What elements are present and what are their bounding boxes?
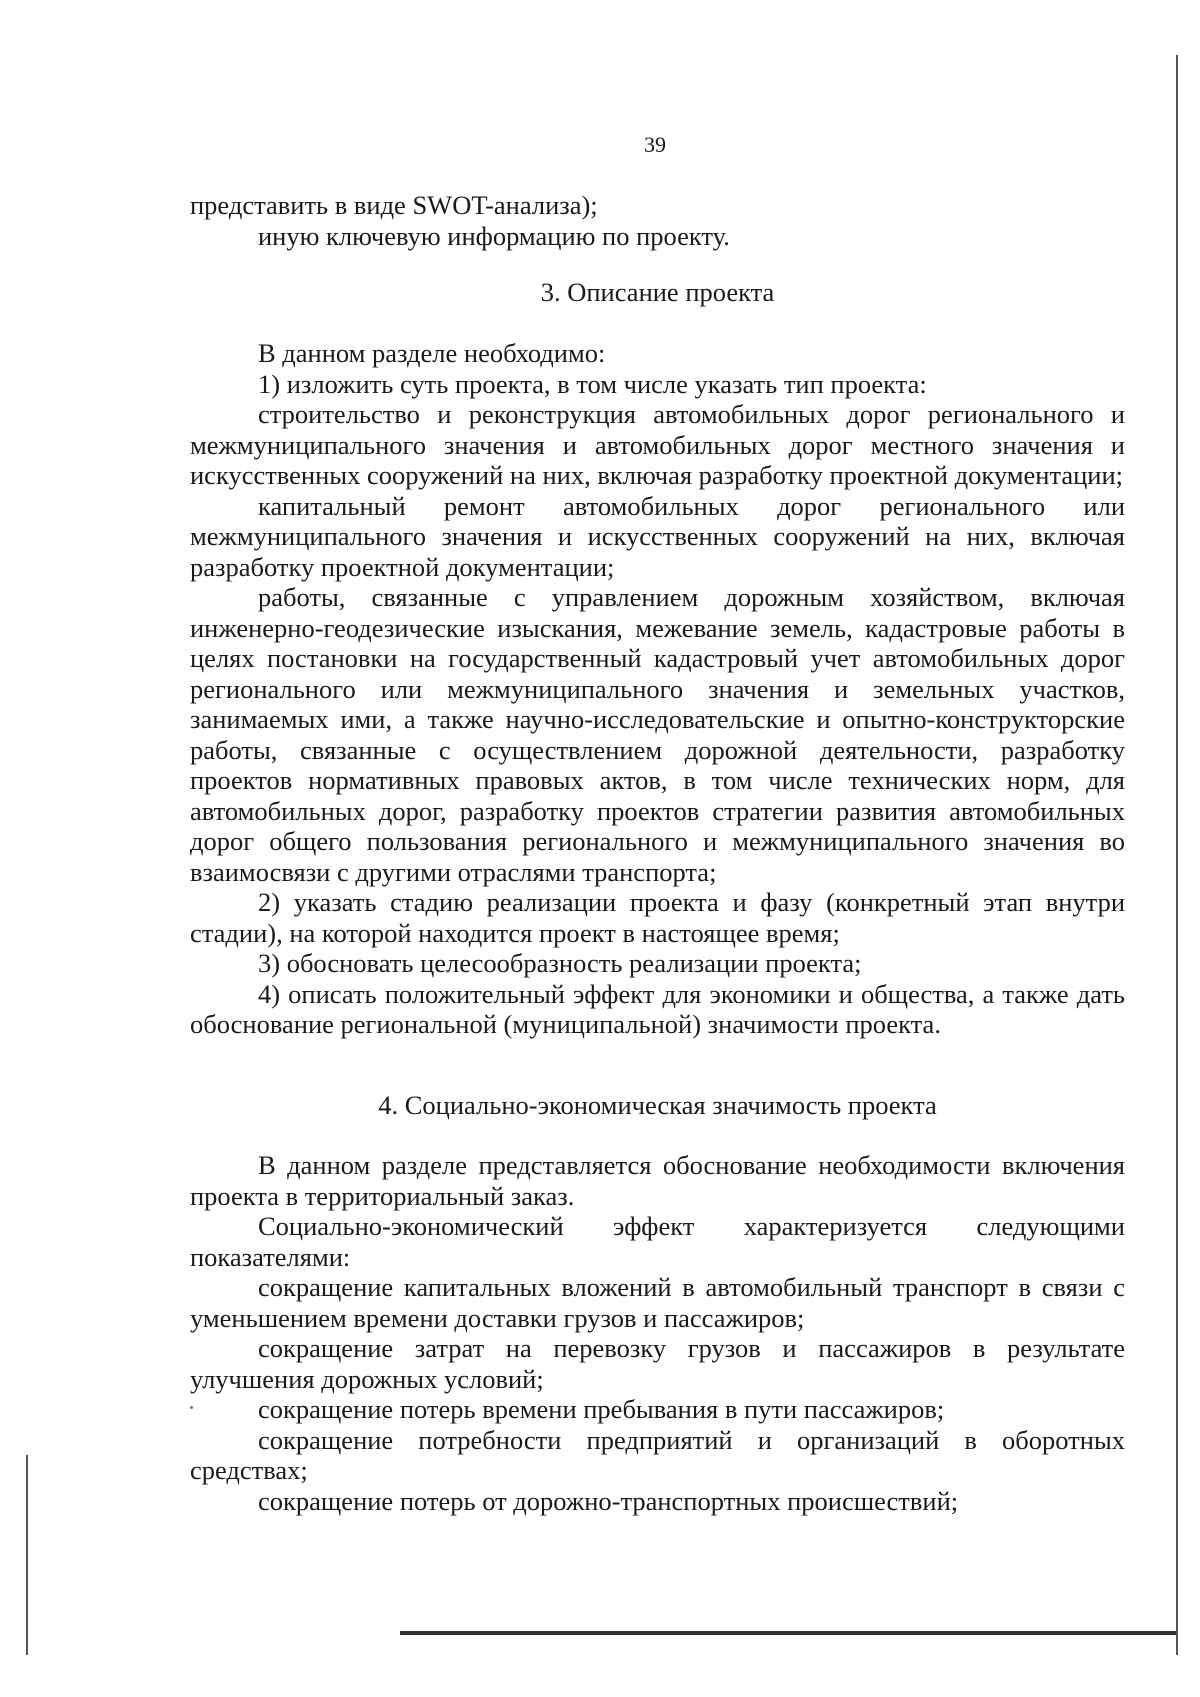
scan-edge-right — [1176, 55, 1178, 1655]
paragraph: сокращение потерь от дорожно-транспортных происшествий; — [258, 1485, 959, 1516]
scan-edge-bottom — [400, 1631, 1176, 1635]
paragraph: 3) обосновать целесообразность реализации проекта; — [258, 948, 862, 978]
paragraph: В данном разделе представляется обоснование необходимости включения проекта в территориальный заказ. — [190, 1150, 1125, 1211]
paragraph: 2) указать стадию реализации проекта и фазу (конкретный этап внутри стадии), на которой находится проект в настоящее время; — [190, 887, 1125, 948]
paragraph: сокращение потерь времени пребывания в пути пассажиров; — [258, 1394, 945, 1424]
paragraph: сокращение затрат на перевозку грузов и пассажиров в результате улучшения дорожных условий; — [190, 1333, 1125, 1394]
paragraph: 1) изложить суть проекта, в том числе указать тип проекта: — [258, 368, 927, 399]
paragraph: иную ключевую информацию по проекту. — [258, 220, 730, 251]
section-4-heading: 4. Социально-экономическая значимость проекта — [378, 1090, 937, 1120]
paragraph: капитальный ремонт автомобильных дорог регионального или межмуниципального значения и искусственных сооружений на них, включая разработку проектной документации; — [190, 490, 1125, 582]
paragraph: сокращение потребности предприятий и организаций в оборотных средствах; — [190, 1424, 1125, 1485]
paragraph: представить в виде SWOT-анализа); — [190, 190, 598, 220]
paragraph: сокращение капитальных вложений в автомобильный транспорт в связи с уменьшением времени доставки грузов и пассажиров; — [190, 1272, 1125, 1333]
page-number: 39 — [644, 132, 666, 157]
section-3-heading: 3. Описание проекта — [540, 277, 775, 307]
paragraph: 4) описать положительный эффект для экономики и общества, а также дать обоснование региональной (муниципальной) значимости проекта. — [190, 978, 1125, 1039]
paragraph: работы, связанные с управлением дорожным хозяйством, включая инженерно-геодезические изыскания, межевание земель, кадастровые работы в целях постановки на государственный кадастровый учет автомобильных дорог регионального или межмуниципального значения и земельных участков, занимаемых ими, а также научно-исследовательские и опытно-конструкторские работы, связанные с осуществлением дорожной деятельности, разработку проектов нормативных правовых актов, в том числе технических норм, для автомобильных дорог, разработку проектов стратегии развития автомобильных дорог общего пользования регионального и межмуниципального значения во взаимосвязи с другими отраслями транспорта; — [190, 582, 1125, 887]
section-3-body — [190, 338, 1125, 1040]
scan-edge-left — [26, 1455, 28, 1655]
continuation-block — [190, 190, 1125, 251]
paragraph: В данном разделе необходимо: — [258, 338, 606, 368]
paragraph: Социально-экономический эффект характеризуется следующими показателями: — [190, 1211, 1125, 1272]
section-4-body — [190, 1150, 1125, 1516]
paragraph: строительство и реконструкция автомобильных дорог регионального и межмуниципального значения и автомобильных дорог местного значения и искусственных сооружений на них, включая разработку проектной документации; — [190, 399, 1125, 490]
